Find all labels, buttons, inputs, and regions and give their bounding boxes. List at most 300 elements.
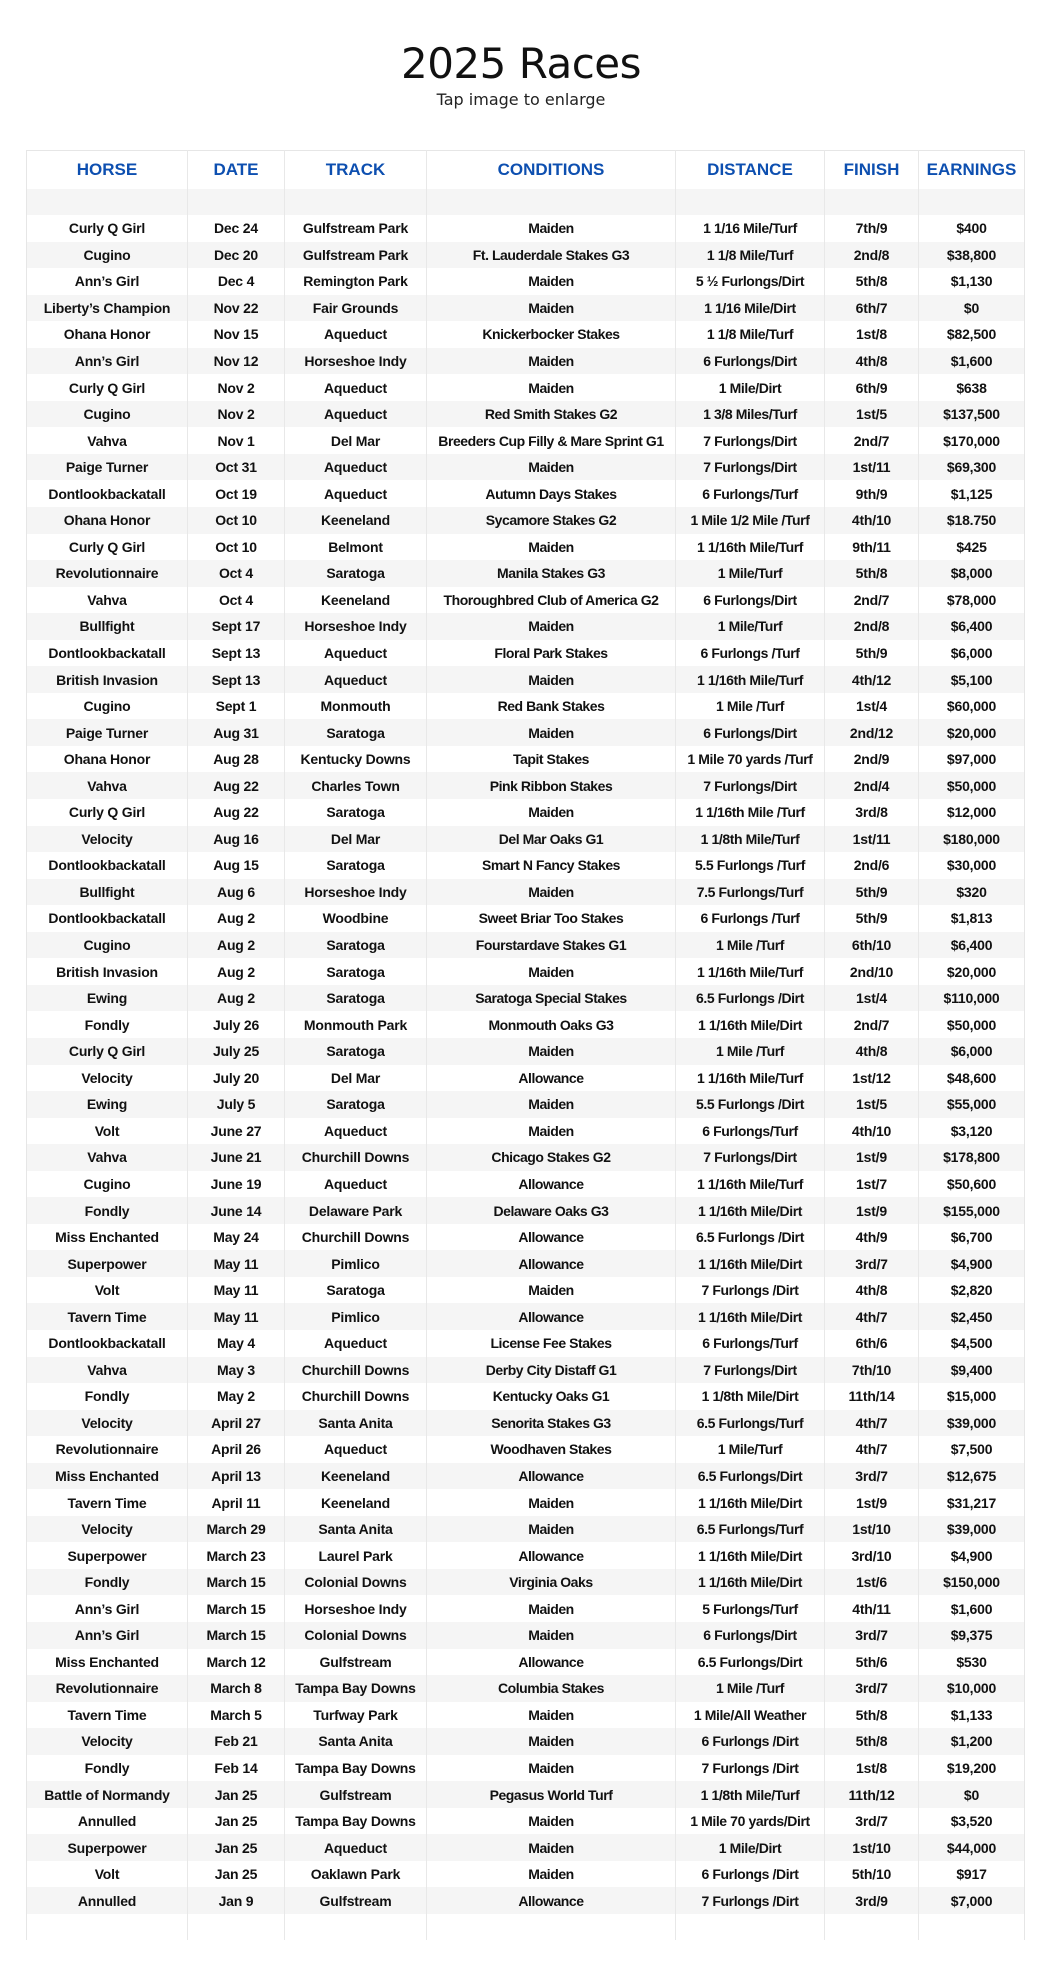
conditions-cell: Maiden <box>427 1834 676 1861</box>
horse-cell: Ann’s Girl <box>27 1622 188 1649</box>
horse-cell: Volt <box>27 1277 188 1304</box>
earnings-cell: $6,400 <box>919 613 1025 640</box>
horse-cell: Dontlookbackatall <box>27 480 188 507</box>
distance-cell: 1 1/16th Mile/Dirt <box>676 1011 825 1038</box>
finish-cell: 2nd/6 <box>825 852 919 879</box>
table-row <box>27 1436 1025 1463</box>
horse-cell: Bullfight <box>27 879 188 906</box>
distance-cell: 6.5 Furlongs /Dirt <box>676 1224 825 1251</box>
track-cell: Gulfstream <box>285 1887 427 1914</box>
date-cell: Aug 15 <box>188 852 285 879</box>
earnings-cell: $180,000 <box>919 826 1025 853</box>
finish-cell: 1st/4 <box>825 693 919 720</box>
horse-cell: Vahva <box>27 772 188 799</box>
table-row <box>27 560 1025 587</box>
horse-cell: Vahva <box>27 587 188 614</box>
track-cell: Colonial Downs <box>285 1569 427 1596</box>
table-row <box>27 1118 1025 1145</box>
earnings-cell: $12,000 <box>919 799 1025 826</box>
date-cell: Sept 17 <box>188 613 285 640</box>
track-cell: Tampa Bay Downs <box>285 1675 427 1702</box>
date-cell: July 20 <box>188 1065 285 1092</box>
date-cell: March 15 <box>188 1595 285 1622</box>
distance-cell: 5.5 Furlongs /Turf <box>676 852 825 879</box>
finish-cell: 6th/6 <box>825 1330 919 1357</box>
track-cell: Laurel Park <box>285 1542 427 1569</box>
finish-cell: 1st/9 <box>825 1489 919 1516</box>
date-cell: April 11 <box>188 1489 285 1516</box>
date-cell: May 2 <box>188 1383 285 1410</box>
finish-cell: 3rd/7 <box>825 1808 919 1835</box>
horse-cell: Superpower <box>27 1250 188 1277</box>
date-cell: Nov 2 <box>188 374 285 401</box>
finish-cell: 5th/10 <box>825 1861 919 1888</box>
track-cell: Delaware Park <box>285 1197 427 1224</box>
distance-cell: 1 Mile /Turf <box>676 693 825 720</box>
track-cell: Monmouth Park <box>285 1011 427 1038</box>
date-cell: Sept 13 <box>188 666 285 693</box>
finish-cell: 1st/9 <box>825 1197 919 1224</box>
earnings-cell: $155,000 <box>919 1197 1025 1224</box>
track-cell: Aqueduct <box>285 454 427 481</box>
track-cell: Gulfstream <box>285 1649 427 1676</box>
finish-cell: 3rd/7 <box>825 1622 919 1649</box>
conditions-cell: Delaware Oaks G3 <box>427 1197 676 1224</box>
date-cell: Jan 25 <box>188 1808 285 1835</box>
conditions-cell: Maiden <box>427 1808 676 1835</box>
table-row <box>27 1463 1025 1490</box>
column-header-earnings: EARNINGS <box>919 151 1025 190</box>
track-cell: Aqueduct <box>285 374 427 401</box>
table-row <box>27 719 1025 746</box>
finish-cell: 6th/10 <box>825 932 919 959</box>
date-cell: Dec 20 <box>188 242 285 269</box>
horse-cell: Ewing <box>27 1091 188 1118</box>
finish-cell: 7th/9 <box>825 215 919 242</box>
horse-cell: Ohana Honor <box>27 321 188 348</box>
earnings-cell: $15,000 <box>919 1383 1025 1410</box>
horse-cell: Tavern Time <box>27 1303 188 1330</box>
date-cell: May 11 <box>188 1250 285 1277</box>
horse-cell: Superpower <box>27 1542 188 1569</box>
distance-cell: 1 Mile/Dirt <box>676 1834 825 1861</box>
finish-cell: 1st/6 <box>825 1569 919 1596</box>
finish-cell: 6th/9 <box>825 374 919 401</box>
distance-cell: 6.5 Furlongs/Dirt <box>676 1463 825 1490</box>
horse-cell: Ann’s Girl <box>27 268 188 295</box>
table-row <box>27 1834 1025 1861</box>
track-cell: Turfway Park <box>285 1702 427 1729</box>
header-row <box>27 151 1025 190</box>
finish-cell: 1st/12 <box>825 1065 919 1092</box>
finish-cell: 3rd/9 <box>825 1887 919 1914</box>
track-cell: Aqueduct <box>285 1330 427 1357</box>
empty-cell <box>676 1914 825 1940</box>
finish-cell: 5th/6 <box>825 1649 919 1676</box>
distance-cell: 1 Mile/All Weather <box>676 1702 825 1729</box>
earnings-cell: $638 <box>919 374 1025 401</box>
finish-cell: 2nd/9 <box>825 746 919 773</box>
conditions-cell: Pegasus World Turf <box>427 1781 676 1808</box>
conditions-cell: Allowance <box>427 1649 676 1676</box>
empty-cell <box>825 189 919 215</box>
horse-cell: Paige Turner <box>27 454 188 481</box>
distance-cell: 6 Furlongs/Turf <box>676 1118 825 1145</box>
finish-cell: 11th/14 <box>825 1383 919 1410</box>
date-cell: Aug 6 <box>188 879 285 906</box>
conditions-cell: Maiden <box>427 666 676 693</box>
table-row <box>27 1144 1025 1171</box>
track-cell: Horseshoe Indy <box>285 1595 427 1622</box>
distance-cell: 1 1/8th Mile/Dirt <box>676 1383 825 1410</box>
finish-cell: 5th/8 <box>825 560 919 587</box>
earnings-cell: $0 <box>919 1781 1025 1808</box>
conditions-cell: Breeders Cup Filly & Mare Sprint G1 <box>427 427 676 454</box>
conditions-cell: Sweet Briar Too Stakes <box>427 905 676 932</box>
date-cell: Aug 22 <box>188 799 285 826</box>
earnings-cell: $7,000 <box>919 1887 1025 1914</box>
horse-cell: Ann’s Girl <box>27 348 188 375</box>
table-row <box>27 1595 1025 1622</box>
date-cell: Sept 1 <box>188 693 285 720</box>
track-cell: Saratoga <box>285 1091 427 1118</box>
conditions-cell: Fourstardave Stakes G1 <box>427 932 676 959</box>
finish-cell: 1st/11 <box>825 826 919 853</box>
horse-cell: Ohana Honor <box>27 746 188 773</box>
conditions-cell: Maiden <box>427 1038 676 1065</box>
horse-cell: Ohana Honor <box>27 507 188 534</box>
finish-cell: 1st/7 <box>825 1171 919 1198</box>
table-row <box>27 1171 1025 1198</box>
earnings-cell: $38,800 <box>919 242 1025 269</box>
conditions-cell: Derby City Distaff G1 <box>427 1357 676 1384</box>
finish-cell: 1st/5 <box>825 1091 919 1118</box>
date-cell: March 15 <box>188 1569 285 1596</box>
distance-cell: 1 Mile /Turf <box>676 932 825 959</box>
table-row <box>27 507 1025 534</box>
earnings-cell: $0 <box>919 295 1025 322</box>
distance-cell: 1 Mile/Turf <box>676 613 825 640</box>
table-row <box>27 1091 1025 1118</box>
date-cell: Sept 13 <box>188 640 285 667</box>
earnings-cell: $4,900 <box>919 1250 1025 1277</box>
distance-cell: 6 Furlongs/Dirt <box>676 1622 825 1649</box>
earnings-cell: $12,675 <box>919 1463 1025 1490</box>
date-cell: May 11 <box>188 1303 285 1330</box>
conditions-cell: Maiden <box>427 1595 676 1622</box>
date-cell: June 21 <box>188 1144 285 1171</box>
table-row <box>27 268 1025 295</box>
track-cell: Churchill Downs <box>285 1224 427 1251</box>
track-cell: Colonial Downs <box>285 1622 427 1649</box>
table-row <box>27 879 1025 906</box>
empty-cell <box>676 189 825 215</box>
finish-cell: 3rd/10 <box>825 1542 919 1569</box>
conditions-cell: Sycamore Stakes G2 <box>427 507 676 534</box>
table-row <box>27 215 1025 242</box>
empty-cell <box>427 189 676 215</box>
horse-cell: Cugino <box>27 1171 188 1198</box>
date-cell: Nov 12 <box>188 348 285 375</box>
horse-cell: Dontlookbackatall <box>27 640 188 667</box>
earnings-cell: $400 <box>919 215 1025 242</box>
distance-cell: 5 ½ Furlongs/Dirt <box>676 268 825 295</box>
conditions-cell: Virginia Oaks <box>427 1569 676 1596</box>
earnings-cell: $1,813 <box>919 905 1025 932</box>
track-cell: Saratoga <box>285 719 427 746</box>
date-cell: June 19 <box>188 1171 285 1198</box>
table-row <box>27 1569 1025 1596</box>
conditions-cell: Maiden <box>427 1489 676 1516</box>
table-row <box>27 1675 1025 1702</box>
earnings-cell: $48,600 <box>919 1065 1025 1092</box>
track-cell: Saratoga <box>285 1038 427 1065</box>
horse-cell: Velocity <box>27 1410 188 1437</box>
table-row <box>27 1781 1025 1808</box>
column-header-conditions: CONDITIONS <box>427 151 676 190</box>
finish-cell: 1st/5 <box>825 401 919 428</box>
date-cell: Dec 4 <box>188 268 285 295</box>
finish-cell: 4th/7 <box>825 1436 919 1463</box>
track-cell: Santa Anita <box>285 1410 427 1437</box>
finish-cell: 9th/9 <box>825 480 919 507</box>
empty-cell <box>285 189 427 215</box>
earnings-cell: $320 <box>919 879 1025 906</box>
distance-cell: 6.5 Furlongs/Turf <box>676 1410 825 1437</box>
horse-cell: Miss Enchanted <box>27 1224 188 1251</box>
date-cell: Jan 25 <box>188 1781 285 1808</box>
date-cell: July 26 <box>188 1011 285 1038</box>
table-row <box>27 1383 1025 1410</box>
table-row <box>27 587 1025 614</box>
conditions-cell: Allowance <box>427 1463 676 1490</box>
conditions-cell: Maiden <box>427 1622 676 1649</box>
earnings-cell: $6,700 <box>919 1224 1025 1251</box>
earnings-cell: $4,900 <box>919 1542 1025 1569</box>
date-cell: Jan 25 <box>188 1834 285 1861</box>
distance-cell: 1 1/8th Mile/Turf <box>676 1781 825 1808</box>
track-cell: Horseshoe Indy <box>285 613 427 640</box>
earnings-cell: $425 <box>919 534 1025 561</box>
empty-row <box>27 189 1025 215</box>
track-cell: Charles Town <box>285 772 427 799</box>
column-header-date: DATE <box>188 151 285 190</box>
table-row <box>27 1330 1025 1357</box>
earnings-cell: $39,000 <box>919 1516 1025 1543</box>
table-row <box>27 427 1025 454</box>
track-cell: Saratoga <box>285 799 427 826</box>
distance-cell: 1 Mile /Turf <box>676 1675 825 1702</box>
horse-cell: Battle of Normandy <box>27 1781 188 1808</box>
track-cell: Pimlico <box>285 1303 427 1330</box>
date-cell: Dec 24 <box>188 215 285 242</box>
distance-cell: 1 1/16 Mile/Turf <box>676 215 825 242</box>
distance-cell: 1 3/8 Miles/Turf <box>676 401 825 428</box>
track-cell: Saratoga <box>285 560 427 587</box>
date-cell: July 25 <box>188 1038 285 1065</box>
table-row <box>27 985 1025 1012</box>
horse-cell: Curly Q Girl <box>27 215 188 242</box>
conditions-cell: License Fee Stakes <box>427 1330 676 1357</box>
table-row <box>27 1197 1025 1224</box>
finish-cell: 5th/9 <box>825 640 919 667</box>
earnings-cell: $19,200 <box>919 1755 1025 1782</box>
horse-cell: Fondly <box>27 1011 188 1038</box>
date-cell: May 24 <box>188 1224 285 1251</box>
date-cell: Oct 10 <box>188 507 285 534</box>
earnings-cell: $78,000 <box>919 587 1025 614</box>
table-row <box>27 1516 1025 1543</box>
finish-cell: 2nd/7 <box>825 587 919 614</box>
finish-cell: 3rd/7 <box>825 1463 919 1490</box>
track-cell: Del Mar <box>285 1065 427 1092</box>
table-row <box>27 374 1025 401</box>
table-row <box>27 1250 1025 1277</box>
date-cell: Aug 28 <box>188 746 285 773</box>
table-row <box>27 932 1025 959</box>
conditions-cell: Maiden <box>427 799 676 826</box>
track-cell: Monmouth <box>285 693 427 720</box>
earnings-cell: $18.750 <box>919 507 1025 534</box>
earnings-cell: $55,000 <box>919 1091 1025 1118</box>
conditions-cell: Maiden <box>427 1118 676 1145</box>
horse-cell: Dontlookbackatall <box>27 852 188 879</box>
finish-cell: 1st/8 <box>825 321 919 348</box>
date-cell: Nov 22 <box>188 295 285 322</box>
horse-cell: Bullfight <box>27 613 188 640</box>
finish-cell: 5th/8 <box>825 1728 919 1755</box>
table-row <box>27 242 1025 269</box>
table-row <box>27 640 1025 667</box>
horse-cell: Velocity <box>27 1728 188 1755</box>
track-cell: Keeneland <box>285 1463 427 1490</box>
date-cell: Aug 2 <box>188 905 285 932</box>
track-cell: Horseshoe Indy <box>285 879 427 906</box>
conditions-cell: Maiden <box>427 1861 676 1888</box>
date-cell: Oct 19 <box>188 480 285 507</box>
earnings-cell: $9,400 <box>919 1357 1025 1384</box>
table-row <box>27 1410 1025 1437</box>
earnings-cell: $1,600 <box>919 1595 1025 1622</box>
earnings-cell: $1,133 <box>919 1702 1025 1729</box>
table-row <box>27 852 1025 879</box>
track-cell: Woodbine <box>285 905 427 932</box>
finish-cell: 4th/7 <box>825 1303 919 1330</box>
table-row <box>27 295 1025 322</box>
distance-cell: 1 Mile/Turf <box>676 1436 825 1463</box>
table-row <box>27 321 1025 348</box>
conditions-cell: Maiden <box>427 1516 676 1543</box>
conditions-cell: Del Mar Oaks G1 <box>427 826 676 853</box>
distance-cell: 1 Mile 70 yards /Turf <box>676 746 825 773</box>
table-row <box>27 534 1025 561</box>
horse-cell: Volt <box>27 1118 188 1145</box>
earnings-cell: $5,100 <box>919 666 1025 693</box>
horse-cell: Cugino <box>27 242 188 269</box>
track-cell: Aqueduct <box>285 1171 427 1198</box>
finish-cell: 1st/9 <box>825 1144 919 1171</box>
table-row <box>27 1702 1025 1729</box>
distance-cell: 6 Furlongs/Dirt <box>676 348 825 375</box>
track-cell: Santa Anita <box>285 1728 427 1755</box>
date-cell: Aug 22 <box>188 772 285 799</box>
conditions-cell: Maiden <box>427 268 676 295</box>
finish-cell: 4th/8 <box>825 1038 919 1065</box>
horse-cell: Velocity <box>27 1516 188 1543</box>
distance-cell: 1 1/8 Mile/Turf <box>676 242 825 269</box>
earnings-cell: $50,000 <box>919 1011 1025 1038</box>
earnings-cell: $20,000 <box>919 719 1025 746</box>
empty-cell <box>188 189 285 215</box>
distance-cell: 1 1/8 Mile/Turf <box>676 321 825 348</box>
track-cell: Oaklawn Park <box>285 1861 427 1888</box>
horse-cell: Fondly <box>27 1755 188 1782</box>
distance-cell: 1 1/16th Mile/Dirt <box>676 1569 825 1596</box>
track-cell: Del Mar <box>285 427 427 454</box>
earnings-cell: $2,820 <box>919 1277 1025 1304</box>
distance-cell: 1 1/16th Mile/Turf <box>676 1065 825 1092</box>
conditions-cell: Maiden <box>427 1091 676 1118</box>
column-header-distance: DISTANCE <box>676 151 825 190</box>
date-cell: March 8 <box>188 1675 285 1702</box>
finish-cell: 4th/8 <box>825 1277 919 1304</box>
distance-cell: 7 Furlongs/Dirt <box>676 772 825 799</box>
empty-cell <box>427 1914 676 1940</box>
date-cell: May 11 <box>188 1277 285 1304</box>
distance-cell: 1 1/16th Mile/Turf <box>676 1171 825 1198</box>
empty-cell <box>919 1914 1025 1940</box>
races-table[interactable] <box>26 150 1025 1940</box>
distance-cell: 1 1/16th Mile/Dirt <box>676 1489 825 1516</box>
date-cell: Aug 2 <box>188 985 285 1012</box>
track-cell: Aqueduct <box>285 480 427 507</box>
horse-cell: Ewing <box>27 985 188 1012</box>
finish-cell: 3rd/7 <box>825 1675 919 1702</box>
empty-cell <box>188 1914 285 1940</box>
earnings-cell: $917 <box>919 1861 1025 1888</box>
track-cell: Horseshoe Indy <box>285 348 427 375</box>
column-header-horse: HORSE <box>27 151 188 190</box>
horse-cell: Annulled <box>27 1887 188 1914</box>
distance-cell: 1 1/16th Mile/Dirt <box>676 1197 825 1224</box>
conditions-cell: Woodhaven Stakes <box>427 1436 676 1463</box>
distance-cell: 1 Mile 70 yards/Dirt <box>676 1808 825 1835</box>
distance-cell: 6 Furlongs/Turf <box>676 480 825 507</box>
distance-cell: 1 1/16th Mile/Dirt <box>676 1250 825 1277</box>
table-row <box>27 1357 1025 1384</box>
finish-cell: 1st/4 <box>825 985 919 1012</box>
conditions-cell: Maiden <box>427 879 676 906</box>
date-cell: March 29 <box>188 1516 285 1543</box>
horse-cell: Revolutionnaire <box>27 1675 188 1702</box>
conditions-cell: Knickerbocker Stakes <box>427 321 676 348</box>
distance-cell: 5.5 Furlongs /Dirt <box>676 1091 825 1118</box>
distance-cell: 6 Furlongs/Dirt <box>676 719 825 746</box>
horse-cell: Ann’s Girl <box>27 1595 188 1622</box>
track-cell: Remington Park <box>285 268 427 295</box>
date-cell: Oct 4 <box>188 587 285 614</box>
distance-cell: 1 1/16th Mile/Turf <box>676 534 825 561</box>
conditions-cell: Maiden <box>427 374 676 401</box>
horse-cell: Fondly <box>27 1569 188 1596</box>
horse-cell: Vahva <box>27 427 188 454</box>
date-cell: April 13 <box>188 1463 285 1490</box>
distance-cell: 1 1/16th Mile/Dirt <box>676 1303 825 1330</box>
horse-cell: Annulled <box>27 1808 188 1835</box>
table-row <box>27 666 1025 693</box>
table-row <box>27 1728 1025 1755</box>
horse-cell: Vahva <box>27 1357 188 1384</box>
